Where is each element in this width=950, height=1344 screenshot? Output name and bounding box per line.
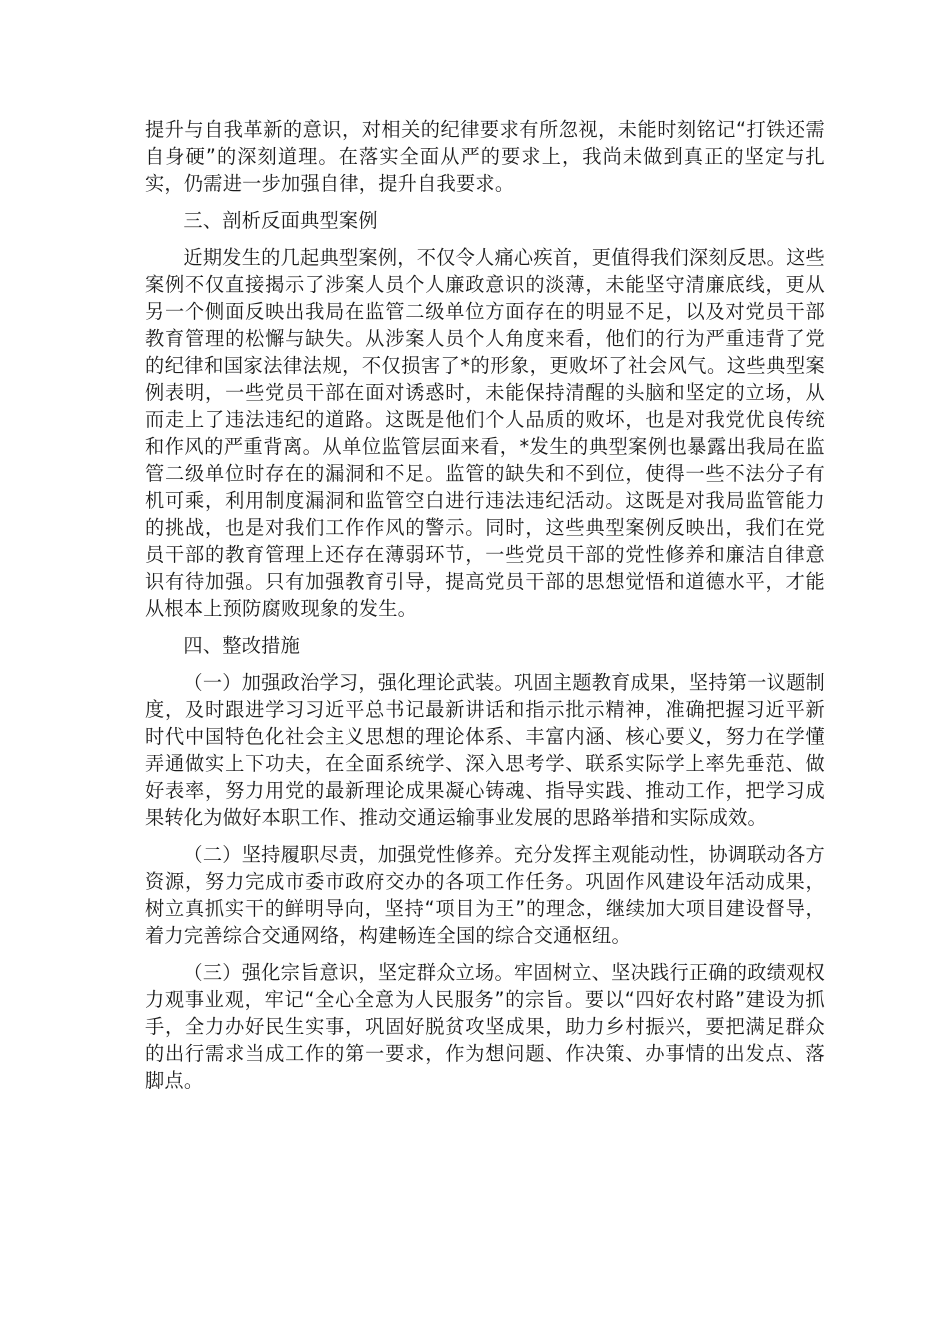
measure-paragraph-3: （三）强化宗旨意识，坚定群众立场。牢固树立、坚决践行正确的政绩观权力观事业观，牢记“全心全意为人民服务”的宗旨。要以“四好农村路”建设为抓手，全力办好民生实事，巩固好脱贫攻坚成果，助力乡村振兴，要把满足群众的出行需求当成工作的第一要求，作为想问题、作决策、办事情的出发点、落脚点。 [145, 961, 825, 1092]
measure-paragraph-2: （二）坚持履职尽责，加强党性修养。充分发挥主观能动性，协调联动各方资源，努力完成市委市政府交办的各项工作任务。巩固作风建设年活动成果，树立真抓实干的鲜明导向，坚持“项目为王”的理念，继续加大项目建设督导，着力完善综合交通网络，构建畅连全国的综合交通枢纽。 [145, 843, 825, 947]
continuation-paragraph: 提升与自我革新的意识，对相关的纪律要求有所忽视，未能时刻铭记“打铁还需自身硬”的深刻道理。在落实全面从严的要求上，我尚未做到真正的坚定与扎实，仍需进一步加强自律，提升自我要求。 [145, 118, 825, 195]
document-page [145, 116, 825, 1104]
section-heading-case-analysis: 三、剖析反面典型案例 [183, 209, 378, 232]
section-heading-rectification: 四、整改措施 [183, 634, 301, 657]
measure-paragraph-1: （一）加强政治学习，强化理论武装。巩固主题教育成果，坚持第一议题制度，及时跟进学习习近平总书记最新讲话和指示批示精神，准确把握习近平新时代中国特色化社会主义思想的理论体系、丰富内涵、核心要义，努力在学懂弄通做实上下功夫，在全面系统学、深入思考学、联系实际学上率先垂范、做好表率，努力用党的最新理论成果凝心铸魂、指导实践、推动工作，把学习成果转化为做好本职工作、推动交通运输事业发展的思路举措和实际成效。 [145, 671, 825, 829]
case-analysis-paragraph: 近期发生的几起典型案例，不仅令人痛心疾首，更值得我们深刻反思。这些案例不仅直接揭示了涉案人员个人廉政意识的淡薄，未能坚守清廉底线，更从另一个侧面反映出我局在监管二级单位方面存在的明显不足，以及对党员干部教育管理的松懈与缺失。从涉案人员个人角度来看，他们的行为严重违背了党的纪律和国家法律法规，不仅损害了*的形象，更败坏了社会风气。这些典型案例表明，一些党员干部在面对诱惑时，未能保持清醒的头脑和坚定的立场，从而走上了违法违纪的道路。这既是他们个人品质的败坏，也是对我党优良传统和作风的严重背离。从单位监管层面来看，*发生的典型案例也暴露出我局在监管二级单位时存在的漏洞和不足。监管的缺失和不到位，使得一些不法分子有机可乘，利用制度漏洞和监管空白进行违法违纪活动。这既是对我局监管能力的挑战，也是对我们工作作风的警示。同时，这些典型案例反映出，我们在党员干部的教育管理上还存在薄弱环节，一些党员干部的党性修养和廉洁自律意识有待加强。只有加强教育引导，提高党员干部的思想觉悟和道德水平，才能从根本上预防腐败现象的发生。 [145, 246, 825, 620]
